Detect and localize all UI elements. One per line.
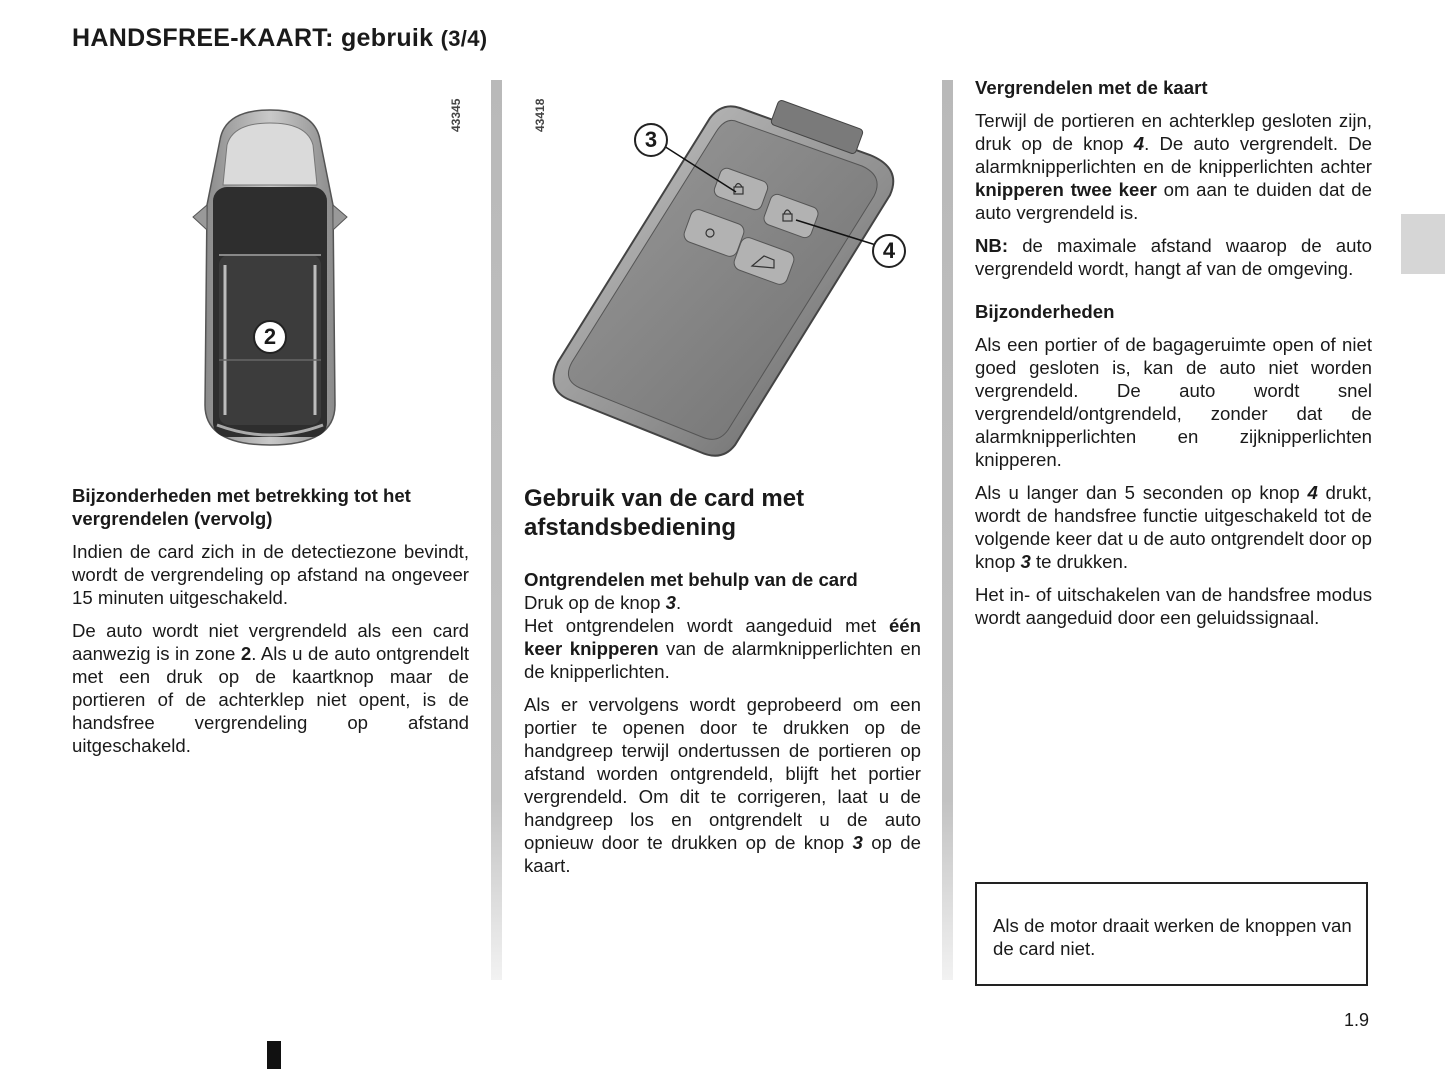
column-divider-right <box>942 80 953 980</box>
page-title <box>72 24 487 53</box>
page-number: 1.9 <box>1344 1010 1370 1030</box>
col3-paragraph-4: Als u langer dan 5 seconden op knop 4 drukt, wordt de handsfree functie uitgeschakeld tot de volgende keer dat u de auto ontgrendelt door op knop 3 te drukken. <box>975 482 1372 572</box>
col3-paragraph-5: Het in- of uitschakelen van de handsfree modus wordt aangeduid door een geluidssignaal. <box>975 584 1372 628</box>
col3-heading-2: Bijzonderheden <box>975 301 1115 322</box>
page-title-part: (3/4) <box>440 26 488 51</box>
col2-paragraph-3: Als er vervolgens wordt geprobeerd om een portier te openen door te drukken op de handgreep terwijl ondertussen de portieren op afstand worden ontgrendeld, blijft het portier vergrendeld. Om dit te corrigeren, laat u de handgreep los en ontgrendelt u de auto opnieuw door te drukken op de knop 3 op de kaart. <box>524 694 921 876</box>
figure-number-car: 43345 <box>449 98 463 132</box>
col1-heading: Bijzonderheden met betrekking tot het vergrendelen (vervolg) <box>72 485 411 529</box>
col3-paragraph-3: Als een portier of de bagageruimte open of niet goed gesloten is, kan de auto niet worden vergrendeld. De auto wordt snel vergrendeld/ontgrendeld, zonder dat de alarmknipperlichten en zijknipperlichten knipperen. <box>975 334 1372 470</box>
col2-paragraph-2: Het ontgrendelen wordt aangeduid met één keer knipperen van de alarmknipperlichten en de knipperlichten. <box>524 615 921 682</box>
print-mark <box>267 1041 281 1069</box>
col3-paragraph-nb: NB: de maximale afstand waarop de auto vergrendeld wordt, hangt af van de omgeving. <box>975 235 1372 279</box>
car-top-view-figure <box>185 105 355 450</box>
car-top-view-illustration <box>185 105 355 450</box>
col3-heading-1: Vergrendelen met de kaart <box>975 77 1208 98</box>
col3-paragraph-1: Terwijl de portieren en achterklep gesloten zijn, druk op de knop 4. De auto vergrendelt. De alarmknipperlichten en de knipperlichten achter knipperen twee keer om aan te duiden dat de auto vergrendeld is. <box>975 110 1372 223</box>
callout-zone-2: 2 <box>253 320 287 354</box>
col2-line-press-3: Druk op de knop 3. <box>524 592 682 613</box>
remote-card-illustration <box>540 100 910 460</box>
callout-button-4: 4 <box>872 234 906 268</box>
note-text: Als de motor draait werken de knoppen van de card niet. <box>993 915 1352 959</box>
figure-number-card: 43418 <box>533 98 547 132</box>
column-right <box>975 76 1372 639</box>
column-left <box>72 484 469 767</box>
col1-paragraph-1: Indien de card zich in de detectiezone bevindt, wordt de vergrendeling op afstand na ongeveer 15 minuten uitgeschakeld. <box>72 541 469 608</box>
section-tab-marker <box>1401 214 1445 274</box>
col2-subheading: Ontgrendelen met behulp van de card <box>524 569 858 590</box>
card-figure <box>540 100 910 460</box>
note-box <box>975 882 1368 986</box>
callout-button-3: 3 <box>634 123 668 157</box>
col1-paragraph-2: De auto wordt niet vergrendeld als een card aanwezig is in zone 2. Als u de auto ontgrendelt met een druk op de kaartknop maar de portieren of de achterklep niet opent, is de handsfree vergrendeling op afstand uitgeschakeld. <box>72 620 469 756</box>
column-divider-left <box>491 80 502 980</box>
column-middle <box>524 484 921 887</box>
page-title-main: HANDSFREE-KAART: gebruik <box>72 24 434 52</box>
col2-heading: Gebruik van de card met afstandsbediening <box>524 485 805 541</box>
